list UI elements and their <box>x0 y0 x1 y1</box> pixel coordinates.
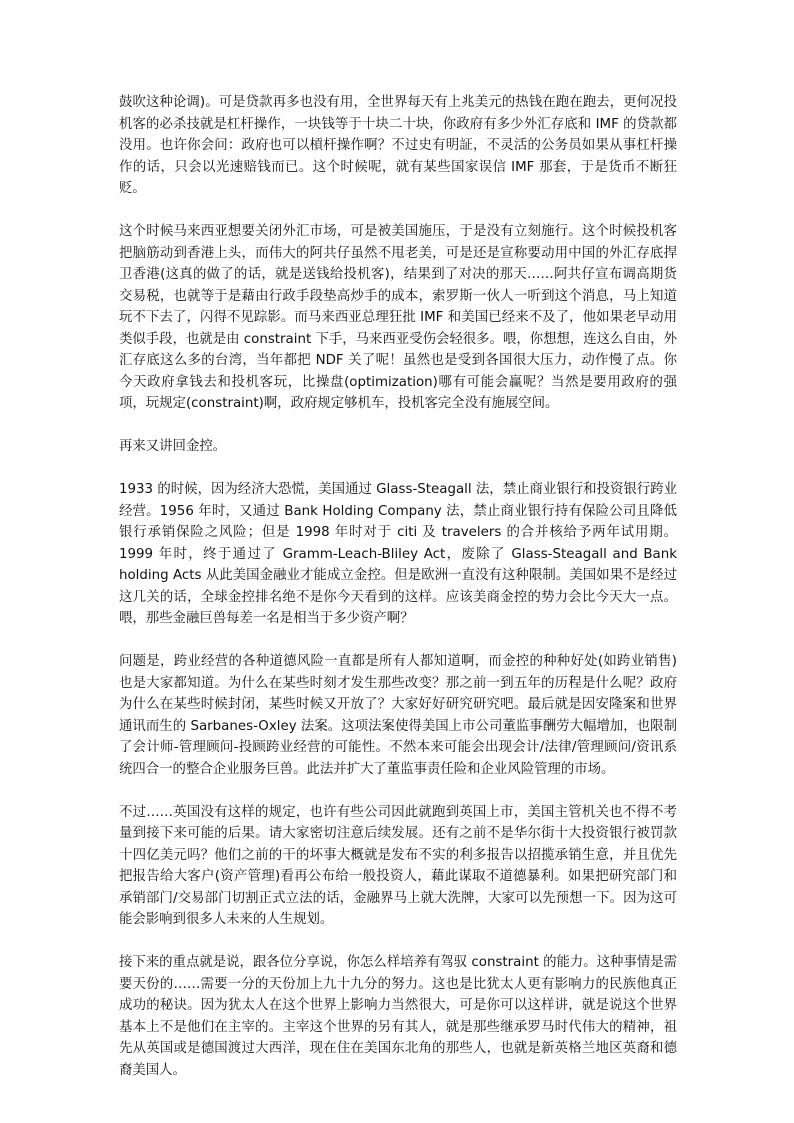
paragraph-4: 1933 的时候，因为经济大恐慌，美国通过 Glass-Steagall 法，禁止商业银行和投资银行跨业经营。1956 年时，又通过 Bank Holding Company 法，禁止商业银行持有保险公司且降低银行承销保险之风险；但是 1998 年时对于 citi 及 travelers 的合并核给予两年试用期。1999 年时，终于通过了 Gramm-Leach-Bliley Act，废除了 Glass-Steagall and Bank holding Acts 从此美国金融业才能成立金控。但是欧洲一直没有这种限制。美国如果不是经过这几关的话，全球金控排名绝不是你今天看到的这样。应该美商金控的势力会比今天大一点。喂，那些金融巨兽每差一名是相当于多少资产啊？ <box>119 482 677 626</box>
paragraph-1: 鼓吹这种论调)。可是贷款再多也没有用，全世界每天有上兆美元的热钱在跑在跑去，更何况投机客的必杀技就是杠杆操作，一块钱等于十块二十块，你政府有多少外汇存底和 IMF 的贷款都没用。也许你会问：政府也可以槓杆操作啊？不过史有明証，不灵活的公务员如果从事杠杆操作的话，只会以光速赔钱而已。这个时候呢，就有某些国家误信 IMF 那套，于是货币不断狂贬。 <box>119 95 677 196</box>
paragraph-3: 再来又讲回金控。 <box>119 439 227 454</box>
paragraph-5: 问题是，跨业经营的各种道德风险一直都是所有人都知道啊，而金控的种种好处(如跨业销售)也是大家都知道。为什么在某些时刻才发生那些改变？那之前一到五年的历程是什么呢？政府为什么在某些时候封闭，某些时候又开放了？大家好好研究研究吧。最后就是因安隆案和世界通讯而生的 Sarbanes-Oxley 法案。这项法案使得美国上市公司董监事酬劳大幅增加，也限制了会计师-管理顾问-投顾跨业经营的可能性。不然本来可能会出现会计/法律/管理顾问/资讯系统四合一的整合企业服务巨兽。此法并扩大了董监事责任险和企业风险管理的市场。 <box>119 654 677 777</box>
document-body <box>119 92 677 1081</box>
paragraph-6: 不过……英国没有这样的规定，也许有些公司因此就跑到英国上市，美国主管机关也不得不考量到接下来可能的后果。请大家密切注意后续发展。还有之前不是华尔街十大投资银行被罚款十四亿美元吗？他们之前的干的坏事大概就是发布不实的利多报告以招揽承销生意，并且优先把报告给大客户(资产管理)看再公布给一般投资人，藉此谋取不道德暴利。如果把研究部门和承销部门/交易部门切割正式立法的话，金融界马上就大洗牌，大家可以先预想一下。因为这可能会影响到很多人未来的人生规划。 <box>119 804 677 927</box>
paragraph-7: 接下来的重点就是说，跟各位分享说，你怎么样培养有驾驭 constraint 的能力。这种事情是需要天份的……需要一分的天份加上九十九分的努力。这也是比犹太人更有影响力的民族他真正成功的秘诀。因为犹太人在这个世界上影响力当然很大，可是你可以这样讲，就是说这个世界基本上不是他们在主宰的。主宰这个世界的另有其人，就是那些继承罗马时代伟大的精神，祖先从英国或是德国渡过大西洋，现在住在美国东北角的那些人，也就是新英格兰地区英裔和德裔美国人。 <box>119 955 678 1078</box>
paragraph-2: 这个时候马来西亚想要关闭外汇市场，可是被美国施压，于是没有立刻施行。这个时候投机客把脑筋动到香港上头，而伟大的阿共仔虽然不甩老美，可是还是宣称要动用中国的外汇存底捍卫香港(这真的做了的话，就是送钱给投机客)，结果到了对决的那天……阿共仔宣布调高期货交易税，也就等于是藉由行政手段垫高炒手的成本，索罗斯一伙人一听到这个消息，马上知道玩不下去了，闪得不见踪影。而马来西亚总理狂批 IMF 和美国已经来不及了，他如果老早动用类似手段，也就是由 constraint 下手，马来西亚受伤会轻很多。喂，你想想，连这么自由，外汇存底这么多的台湾，当年都把 NDF 关了呢！虽然也是受到各国很大压力，动作慢了点。你今天政府拿钱去和投机客玩，比操盘(optimization)哪有可能会赢呢？当然是要用政府的强项，玩规定(constraint)啊，政府规定够机车，投机客完全没有施展空间。 <box>119 224 678 411</box>
